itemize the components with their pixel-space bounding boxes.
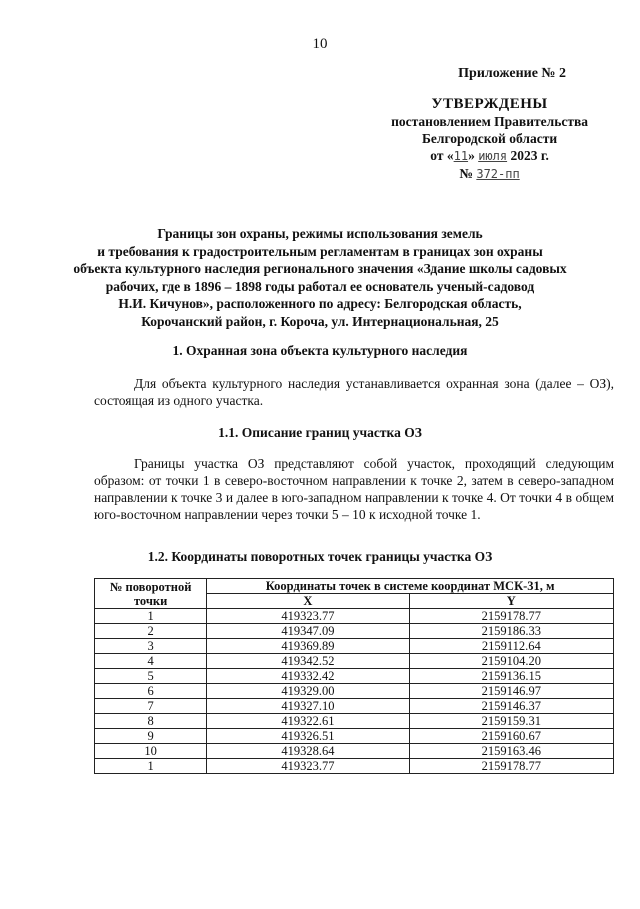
date-day: 11 bbox=[453, 149, 469, 163]
y-value: 2159186.33 bbox=[409, 624, 613, 639]
table-row bbox=[95, 669, 614, 684]
y-value: 2159160.67 bbox=[409, 729, 613, 744]
x-value: 419327.10 bbox=[207, 699, 409, 714]
page-number: 10 bbox=[312, 36, 328, 52]
x-value: 419342.52 bbox=[207, 654, 409, 669]
y-value: 2159104.20 bbox=[409, 654, 613, 669]
x-value: 419323.77 bbox=[207, 609, 409, 624]
section-1-1-heading: 1.1. Описание границ участка ОЗ bbox=[218, 425, 422, 440]
table-row bbox=[95, 609, 614, 624]
point-number: 8 bbox=[95, 714, 207, 729]
point-number: 1 bbox=[95, 759, 207, 774]
point-number: 10 bbox=[95, 744, 207, 759]
coordinates-table bbox=[94, 578, 614, 774]
title-line: объекта культурного наследия регионального значения «Здание школы садовых bbox=[73, 261, 567, 277]
header-point-number: № поворотной точки bbox=[95, 579, 207, 609]
header-coordinates: Координаты точек в системе координат МСК-31, м bbox=[207, 579, 614, 594]
section-1-text: Для объекта культурного наследия устанавливается охранная зона (далее – ОЗ), состоящая из одного участка. bbox=[94, 376, 614, 408]
table-row bbox=[95, 684, 614, 699]
x-value: 419322.61 bbox=[207, 714, 409, 729]
title-line: Границы зон охраны, режимы использования земель bbox=[157, 226, 483, 241]
table-header-row bbox=[95, 579, 614, 594]
y-value: 2159136.15 bbox=[409, 669, 613, 684]
date-month: июля bbox=[478, 149, 508, 163]
point-number: 6 bbox=[95, 684, 207, 699]
table-row bbox=[95, 639, 614, 654]
table-row bbox=[95, 729, 614, 744]
table-row bbox=[95, 714, 614, 729]
point-number: 5 bbox=[95, 669, 207, 684]
approval-line-1: постановлением Правительства bbox=[391, 114, 588, 129]
point-number: 4 bbox=[95, 654, 207, 669]
table-row bbox=[95, 759, 614, 774]
document-title bbox=[60, 225, 580, 331]
approval-block bbox=[391, 96, 588, 183]
y-value: 2159146.37 bbox=[409, 699, 613, 714]
header-x: X bbox=[207, 594, 409, 609]
y-value: 2159178.77 bbox=[409, 759, 613, 774]
x-value: 419328.64 bbox=[207, 744, 409, 759]
title-line: и требования к градостроительным регламентам в границах зон охраны bbox=[97, 243, 543, 259]
table-row bbox=[95, 699, 614, 714]
point-number: 2 bbox=[95, 624, 207, 639]
point-number: 9 bbox=[95, 729, 207, 744]
title-line: Корочанский район, г. Короча, ул. Интернациональная, 25 bbox=[141, 313, 499, 329]
point-number: 3 bbox=[95, 639, 207, 654]
title-line: Н.И. Кичунов», расположенного по адресу: Белгородская область, bbox=[118, 296, 522, 312]
x-value: 419332.42 bbox=[207, 669, 409, 684]
number-value: 372-пп bbox=[476, 167, 520, 181]
y-value: 2159146.97 bbox=[409, 684, 613, 699]
y-value: 2159178.77 bbox=[409, 609, 613, 624]
header-y: Y bbox=[409, 594, 613, 609]
number-prefix: № bbox=[459, 166, 473, 181]
x-value: 419329.00 bbox=[207, 684, 409, 699]
date-mid: » bbox=[468, 148, 475, 163]
date-prefix: от « bbox=[430, 148, 454, 163]
y-value: 2159112.64 bbox=[409, 639, 613, 654]
approval-number bbox=[391, 165, 588, 183]
x-value: 419347.09 bbox=[207, 624, 409, 639]
section-1-heading: 1. Охранная зона объекта культурного наследия bbox=[172, 343, 468, 358]
y-value: 2159159.31 bbox=[409, 714, 613, 729]
x-value: 419326.51 bbox=[207, 729, 409, 744]
x-value: 419323.77 bbox=[207, 759, 409, 774]
date-year: 2023 г. bbox=[510, 148, 549, 163]
x-value: 419369.89 bbox=[207, 639, 409, 654]
point-number: 7 bbox=[95, 699, 207, 714]
appendix-label: Приложение № 2 bbox=[458, 66, 566, 81]
approval-title: УТВЕРЖДЕНЫ bbox=[431, 96, 548, 112]
table-row bbox=[95, 624, 614, 639]
section-1-1-text: Границы участка ОЗ представляют собой участок, проходящий следующим образом: от точки 1 в северо-восточном направлении к точке 2, затем в северо-западном направлении к точке 3 и далее в юго-западном направлении к точке 4. От точки 4 в общем юго-восточном направлении через точки 5 – 10 к исходной точке 1. bbox=[94, 456, 614, 522]
approval-date bbox=[391, 147, 588, 165]
title-line: рабочих, где в 1896 – 1898 годы работал ее основатель ученый-садовод bbox=[105, 278, 535, 294]
section-1-2-heading: 1.2. Координаты поворотных точек границы участка ОЗ bbox=[147, 549, 493, 564]
point-number: 1 bbox=[95, 609, 207, 624]
table-row bbox=[95, 744, 614, 759]
table-row bbox=[95, 654, 614, 669]
approval-line-2: Белгородской области bbox=[421, 131, 558, 146]
y-value: 2159163.46 bbox=[409, 744, 613, 759]
